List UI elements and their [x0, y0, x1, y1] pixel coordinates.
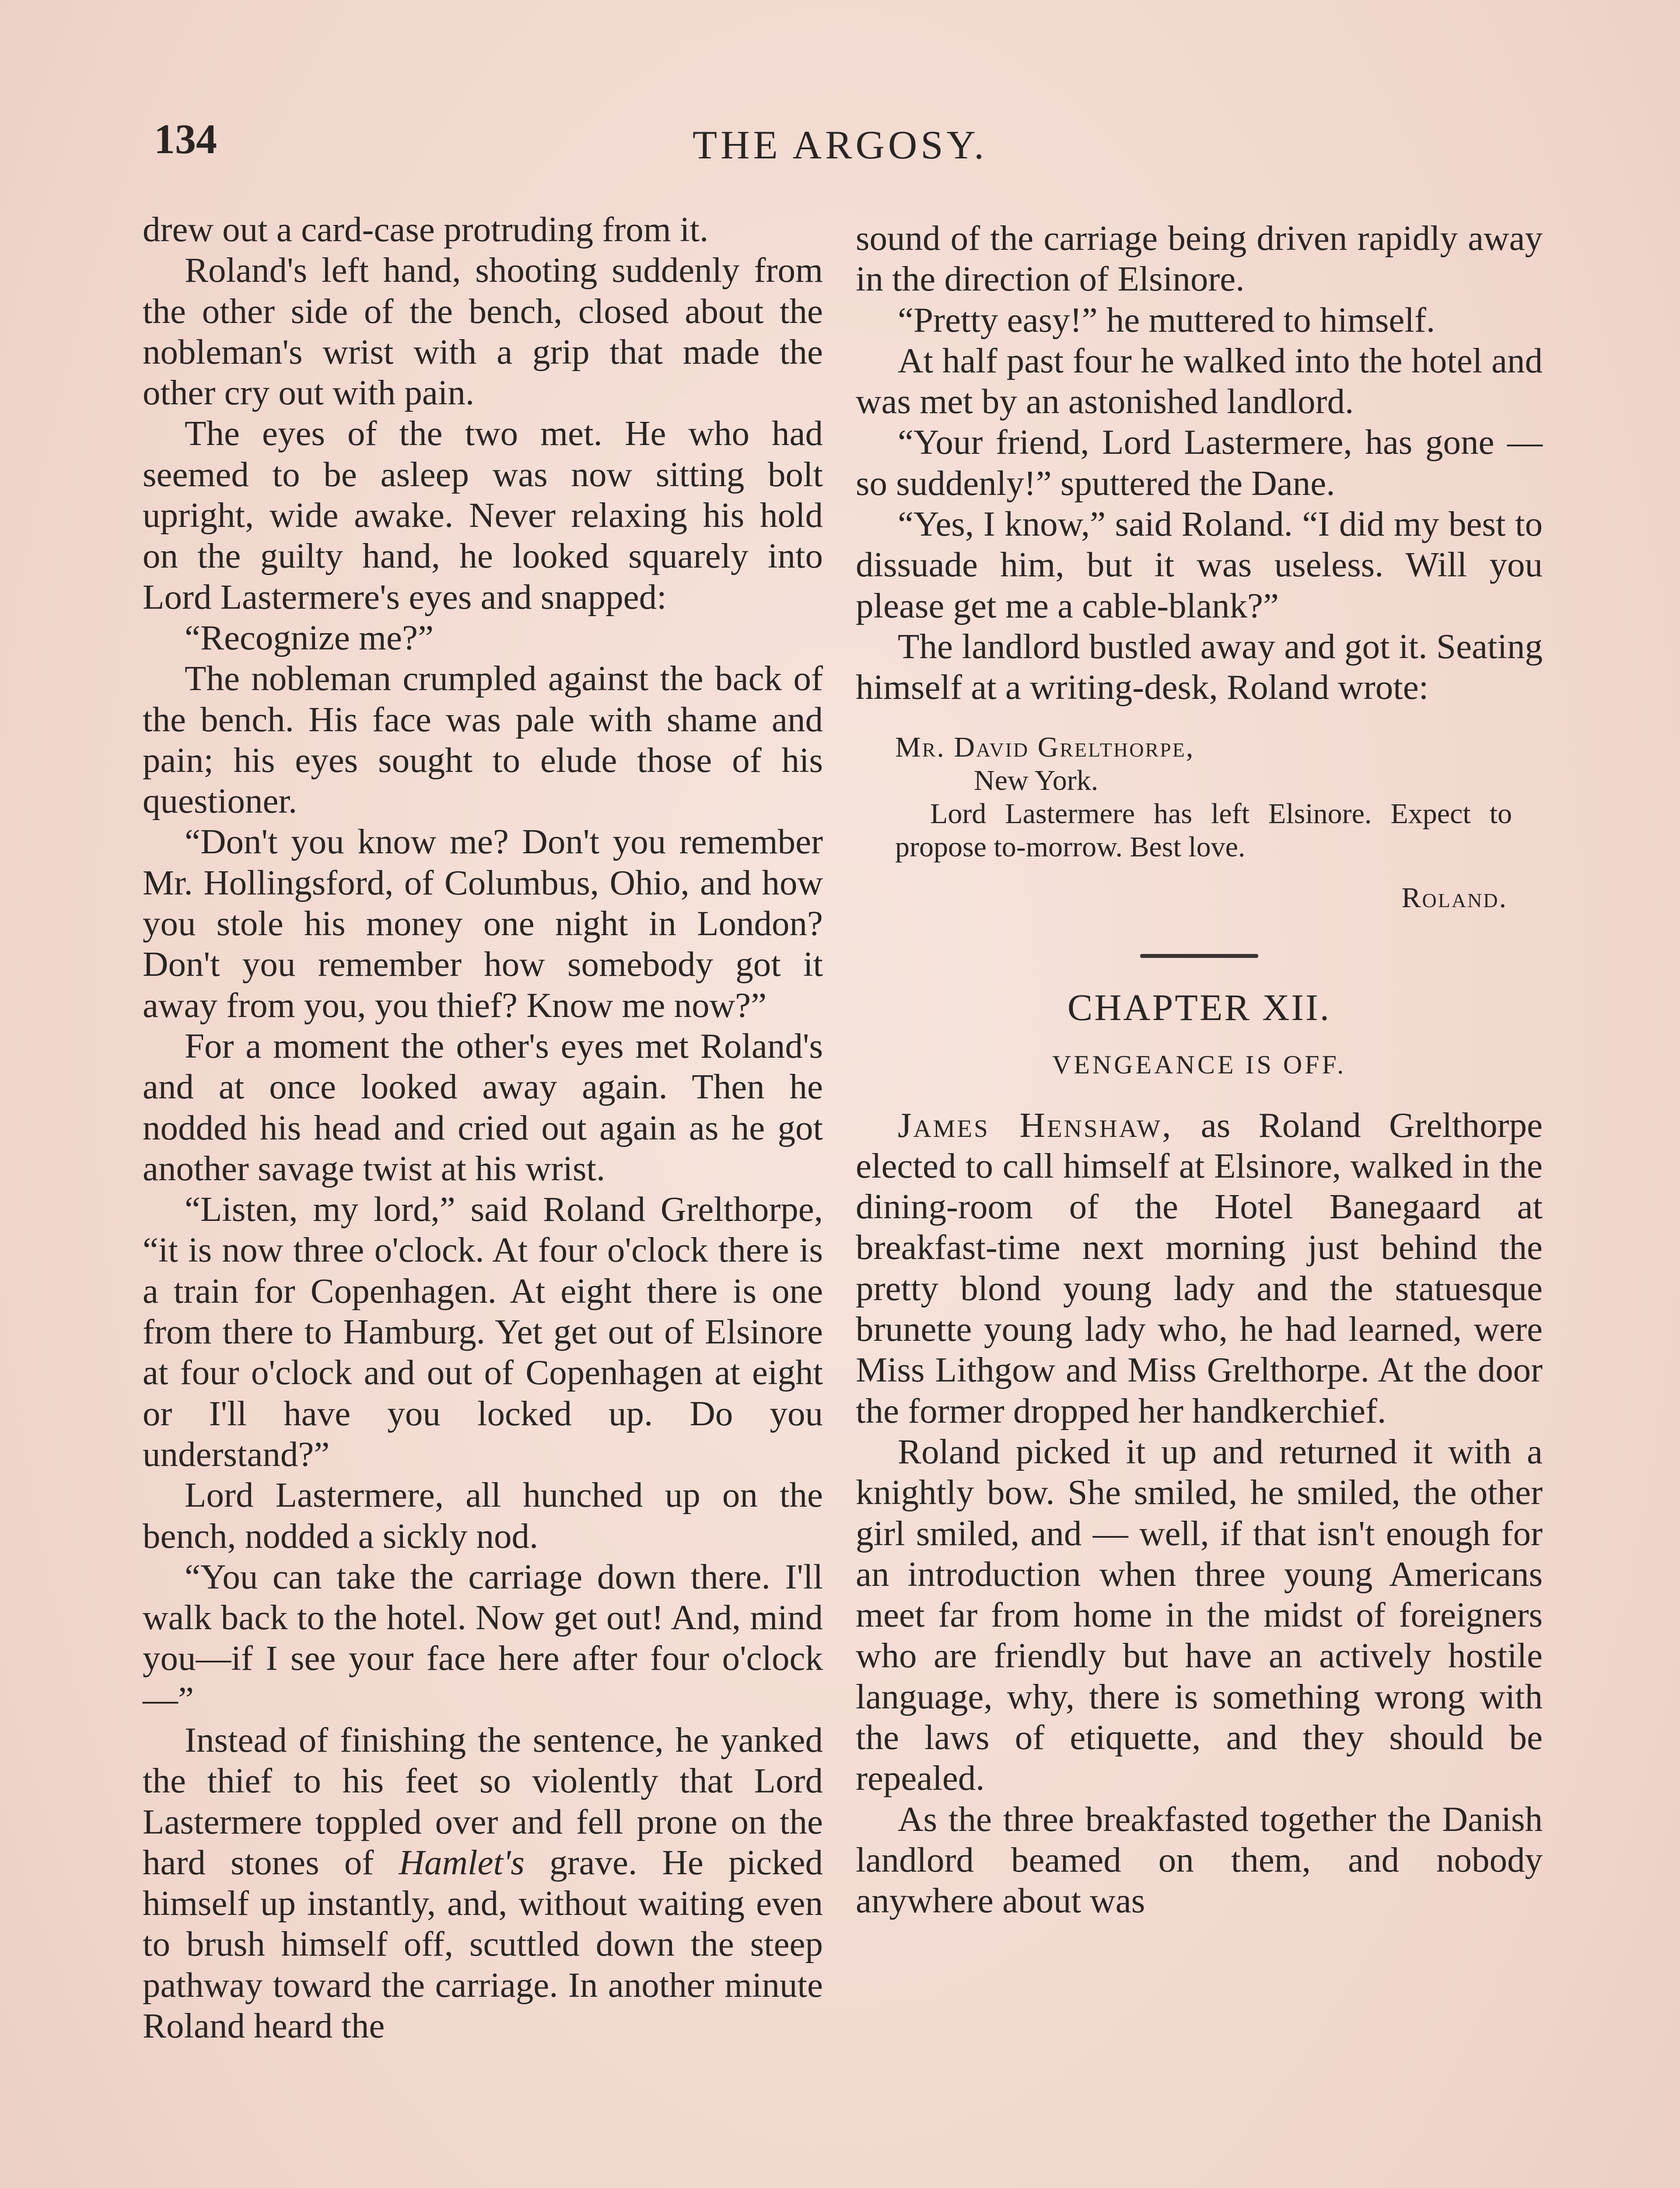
paragraph: “Pretty easy!” he muttered to himself. — [898, 300, 1435, 340]
chapter-opening-paragraph — [856, 1105, 1543, 1431]
paragraph: “Listen, my lord,” said Roland Grelthorpe, “it is now three o'clock. At four o'clock there is a train for Copenhagen. At eight there is one from there to Hamburg. Yet get out of Elsinore at four o'clock and out of Copenhagen at eight or I'll have you locked up. Do you understand?” — [143, 1189, 823, 1474]
paragraph: “Recognize me?” — [185, 617, 434, 657]
paragraph: The nobleman crumpled against the back of the bench. His face was pale with shame and pain; his eyes sought to elude those of his questioner. — [143, 659, 823, 821]
text-run: grave. He picked himself up instantly, and, without waiting even to brush himself off, scuttled down the steep pathway toward the carriage. In another minute Roland heard the — [143, 1842, 823, 2046]
paragraph: “Yes, I know,” said Roland. “I did my best to dissuade him, but it was useless. Will you please get me a cable-blank?” — [856, 504, 1543, 625]
left-column — [143, 209, 823, 2046]
cable-city: New York. — [974, 764, 1099, 796]
paragraph: drew out a card-case protruding from it. — [143, 210, 709, 249]
cable-addressee: Mr. David Grelthorpe, — [895, 731, 1195, 763]
paragraph: sound of the carriage being driven rapidly away in the direction of Elsinore. — [856, 218, 1543, 299]
paragraph: Lord Lastermere, all hunched up on the bench, nodded a sickly nod. — [143, 1475, 823, 1556]
text-run: Instead of finishing the sentence, he yanked the thief to his feet so violently that Lord Lastermere toppled over and fell prone on the hard stones of — [143, 1720, 823, 1882]
cable-message — [856, 731, 1543, 915]
paragraph: As the three breakfasted together the Danish landlord beamed on them, and nobody anywhere about was — [856, 1799, 1543, 1921]
chapter-subtitle: VENGEANCE IS OFF. — [1052, 1050, 1347, 1079]
paragraph: Roland picked it up and returned it with a knightly bow. She smiled, he smiled, the other girl smiled, and — well, if that isn't enough for an introduction when three young Americans meet far from home in the midst of foreigners who are friendly but have an actively hostile language, why, there is something wrong with the laws of etiquette, and they should be repealed. — [856, 1431, 1543, 1798]
paragraph: “Don't you know me? Don't you remember Mr. Hollingsford, of Columbus, Ohio, and how you stole his money one night in London? Don't you remember how somebody got it away from you, you thief? Know me now?” — [143, 822, 823, 1025]
paragraph: The eyes of the two met. He who had seemed to be asleep was now sitting bolt upright, wide awake. Never relaxing his hold on the guilty hand, he looked squarely into Lord Lastermere's eyes and snapped: — [143, 414, 823, 617]
paragraph: For a moment the other's eyes met Roland's and at once looked away again. Then he nodded his head and cried out again as he got another savage twist at his wrist. — [143, 1026, 823, 1188]
cable-signature: Roland. — [1401, 881, 1508, 914]
opening-name: James Henshaw, — [898, 1105, 1173, 1145]
chapter-title: CHAPTER XII. — [1067, 986, 1331, 1028]
paragraph: “You can take the carriage down there. I'll walk back to the hotel. Now get out! And, mind you—if I see your face here after four o'clock—” — [143, 1557, 823, 1719]
running-title: THE ARGOSY. — [692, 123, 988, 167]
paragraph: “Your friend, Lord Lastermere, has gone — so suddenly!” sputtered the Dane. — [856, 422, 1543, 503]
paragraph — [143, 1720, 823, 2046]
italic-title: Hamlet's — [399, 1842, 525, 1882]
page-number: 134 — [154, 116, 217, 162]
section-divider — [1140, 954, 1258, 958]
paragraph: Roland's left hand, shooting suddenly from the other side of the bench, closed about the nobleman's wrist with a grip that made the other cry out with pain. — [143, 250, 823, 413]
right-column — [856, 218, 1543, 1922]
text-run: as Roland Grelthorpe elected to call himself at Elsinore, walked in the dining-room of the Hotel Banegaard at breakfast-time next morning just behind the pretty blond young lady and the statuesque brunette young lady who, he had learned, were Miss Lithgow and Miss Grelthorpe. At the door the former dropped her handkerchief. — [856, 1105, 1543, 1431]
paragraph: At half past four he walked into the hotel and was met by an astonished landlord. — [856, 340, 1543, 421]
cable-body: Lord Lastermere has left Elsinore. Expect to propose to-morrow. Best love. — [895, 797, 1512, 863]
paragraph: The landlord bustled away and got it. Seating himself at a writing-desk, Roland wrote: — [856, 626, 1543, 707]
